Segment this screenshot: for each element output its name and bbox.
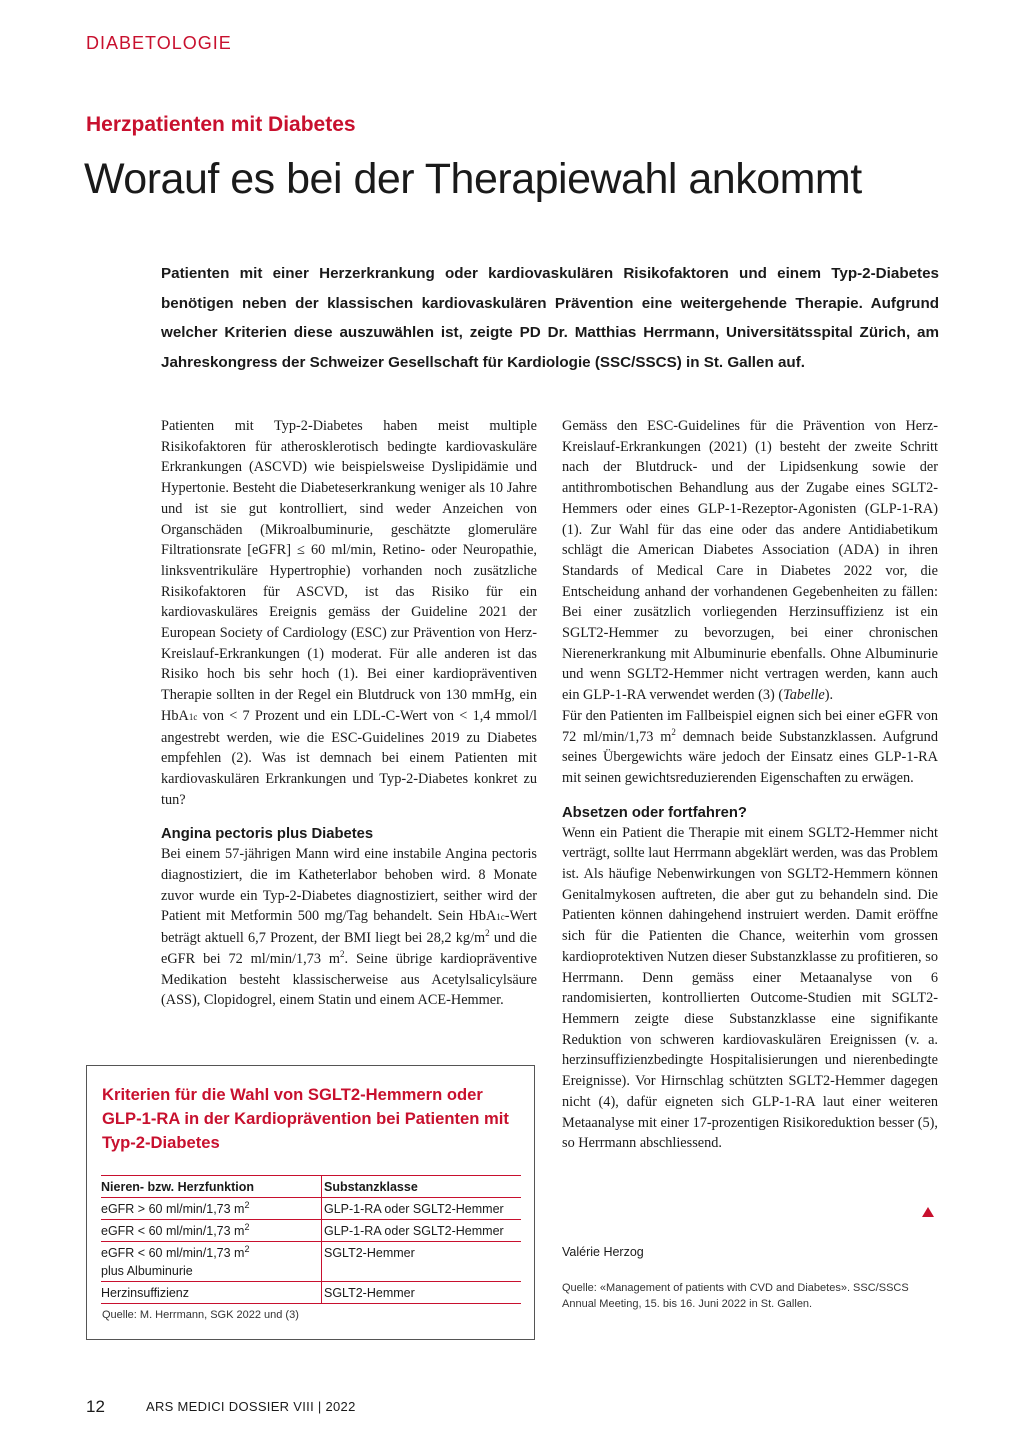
column-header-substance: Substanzklasse [324,1180,418,1194]
criteria-table [101,1175,521,1304]
column-header-function: Nieren- bzw. Herzfunktion [101,1176,322,1198]
table-cell-substance: SGLT2-Hemmer [324,1286,415,1300]
section-label: DIABETOLOGIE [86,33,232,53]
table-cell-function: eGFR > 60 ml/min/1,73 $m^2$ [101,1198,322,1220]
case-recommendation-paragraph: Für den Patienten im Fallbeispiel eignen sich bei einer eGFR von 72 ml/min/1,73 $m^2$ demnach beide Substanzklassen. Aufgrund seines Übergewichts wäre jedoch der Einsatz eines GLP-1-RA mit seinen gewichtsreduzierenden Eigenschaften zu erwägen. [562,707,938,786]
lead-paragraph: Patienten mit einer Herzerkrankung oder kardiovaskulären Risikofaktoren und einem Typ-2-Diabetes benötigen neben der klassischen kardiovaskulären Prävention eine weitergehende Therapie. Aufgrund welcher Kriterien diese auszuwählen ist, zeigte PD Dr. Matthias Herrmann, Universitätsspital Zürich, am Jahreskongress der Schweizer Gesellschaft für Kardiologie (SSC/SSCS) in St. Gallen auf. [161,265,939,371]
end-of-article-triangle-icon [922,1207,934,1217]
subheading-absetzen: Absetzen oder fortfahren? [562,804,747,821]
table-cell-function: eGFR < 60 ml/min/1,73 $m^2$ plus Albuminurie [101,1242,322,1282]
table-cell-substance: GLP-1-RA oder SGLT2-Hemmer [324,1224,504,1238]
left-column [161,416,537,1011]
table-cell-substance: SGLT2-Hemmer [324,1246,415,1260]
table-cell-substance: GLP-1-RA oder SGLT2-Hemmer [324,1202,504,1216]
page-number: 12 [86,1397,105,1416]
side-effects-paragraph: Wenn ein Patient die Therapie mit einem SGLT2-Hemmer nicht verträgt, sollte laut Herrmann abgeklärt werden, was das Problem ist. Als häufige Nebenwirkungen von SGLT2-Hemmern können Genitalmykosen auftreten, die aber gut zu behandeln sind. Die Patienten können dahingehend instruiert werden. Damit eröffne sich für die Patienten die Chance, weiterhin vom grossen kardioprotektiven Nutzen dieser Substanzklasse zu profitieren, so Herrmann. Denn gemäss einer Metaanalyse von 6 randomisierten, kontrollierten Outcome-Studien mit SGLT2-Hemmern zeigte diese Substanzklasse eine signifikante Reduktion von schweren kardiovaskulären Ereignissen (v. a. herzinsuffizienzbedingte Hospitalisierungen und nierenbedingte Ereignisse). Vor Hirnschlag schützten SGLT2-Hemmer dagegen nicht (4), dafür eigneten sich GLP-1-RA laut einer weiteren Metaanalyse mit einer 17-prozentigen Risikoreduktion besser (5), so Herrmann abschliessend. [562,824,938,1152]
table-header-row [101,1176,521,1198]
author-name: Valérie Herzog [562,1245,644,1259]
table-source: Quelle: M. Herrmann, SGK 2022 und (3) [102,1309,299,1321]
table-row [101,1242,521,1282]
criteria-box [86,1065,535,1340]
table-row [101,1282,521,1304]
box-title: Kriterien für die Wahl von SGLT2-Hemmern oder GLP-1-RA in der Kardioprävention bei Patienten mit Typ-2-Diabetes [102,1085,509,1152]
table-cell-function: eGFR < 60 ml/min/1,73 $m^2$ [101,1220,322,1242]
article-title: Worauf es bei der Therapiewahl ankommt [84,155,862,203]
right-column [562,416,938,1154]
article-source: Quelle: «Management of patients with CVD and Diabetes». SSC/SSCS Annual Meeting, 15. bis 16. Juni 2022 in St. Gallen. [562,1282,909,1310]
journal-footer: ARS MEDICI DOSSIER VIII | 2022 [146,1399,356,1414]
case-paragraph: Bei einem 57-jährigen Mann wird eine instabile Angina pectoris diagnostiziert, die im Katheterlabor behoben wird. 8 Monate zuvor wurde ein Typ-2-Diabetes diagnostiziert, seither wird der Patient mit Metformin 500 mg/Tag behandelt. Sein HbA1c-Wert beträgt aktuell 6,7 Prozent, der BMI liegt bei 28,2 $kg/m^2$ und die eGFR bei 72 ml/min/1,73 $m^2$. Seine übrige kardiopräventive Medikation besteht klassischerweise aus Acetylsalicylsäure (ASS), Clopidogrel, einem Statin und einem ACE-Hemmer. [161,846,538,1009]
table-row [101,1220,521,1242]
guideline-paragraph: Gemäss den ESC-Guidelines für die Prävention von Herz-Kreislauf-Erkrankungen (2021) (1) besteht der zweite Schritt nach der Blutdruck- und der Lipidsenkung sowie der antithrombotischen Behandlung aus der Zugabe eines SGLT2-Hemmers oder eines GLP-1-Rezeptor-Agonisten (GLP-1-RA) (1). Zur Wahl für das eine oder das andere Antidiabetikum schlägt die American Diabetes Association (ADA) in ihren Standards of Medical Care in Diabetes 2022 vor, die Entscheidung anhand der vorhandenen Gegebenheiten zu fällen: Bei einer zusätzlich vorliegenden Herzinsuffizienz ist ein SGLT2-Hemmer zu bevorzugen, bei einer chronischen Nierenerkrankung mit Albuminurie ebenfalls. Ohne Albuminurie und wenn SGLT2-Hemmer nicht vertragen werden, kann auch ein GLP-1-RA verwendet werden (3) (Tabelle). [562,418,938,704]
table-row [101,1198,521,1220]
article-kicker: Herzpatienten mit Diabetes [86,113,356,136]
table-cell-function: Herzinsuffizienz [101,1282,322,1304]
subheading-angina: Angina pectoris plus Diabetes [161,826,374,843]
intro-paragraph: Patienten mit Typ-2-Diabetes haben meist multiple Risikofaktoren für atherosklerotisch bedingte kardiovaskuläre Erkrankungen (ASCVD) wie beispielsweise Dyslipidämie und Hypertonie. Besteht die Diabeteserkrankung weniger als 10 Jahre und ist sie gut kontrolliert, sind weder Anzeichen von Organschäden (Mikroalbuminurie, geschätzte glomeruläre Filtrationsrate [eGFR] ≤ 60 ml/min, Retino- oder Neuropathie, linksventrikuläre Hypertrophie) vorhanden noch zusätzliche Risikofaktoren für ASCVD, ist das Risiko für ein kardiovaskuläres Ereignis gemäss der Guideline 2021 der European Society of Cardiology (ESC) zur Prävention von Herz-Kreislauf-Erkrankungen (1) moderat. Für alle anderen ist das Risiko hoch bis sehr hoch (1). Bei einer kardiopräventiven Therapie sollten in der Regel ein Blutdruck von 130 mmHg, ein HbA1c von < 7 Prozent und ein LDL-C-Wert von < 1,4 mmol/l angestrebt werden, wie die ESC-Guidelines 2019 zu Diabetes empfehlen (2). Was ist demnach bei einem Patienten mit kardiovaskulären Erkrankungen und Typ-2-Diabetes konkret zu tun? [161,418,537,808]
